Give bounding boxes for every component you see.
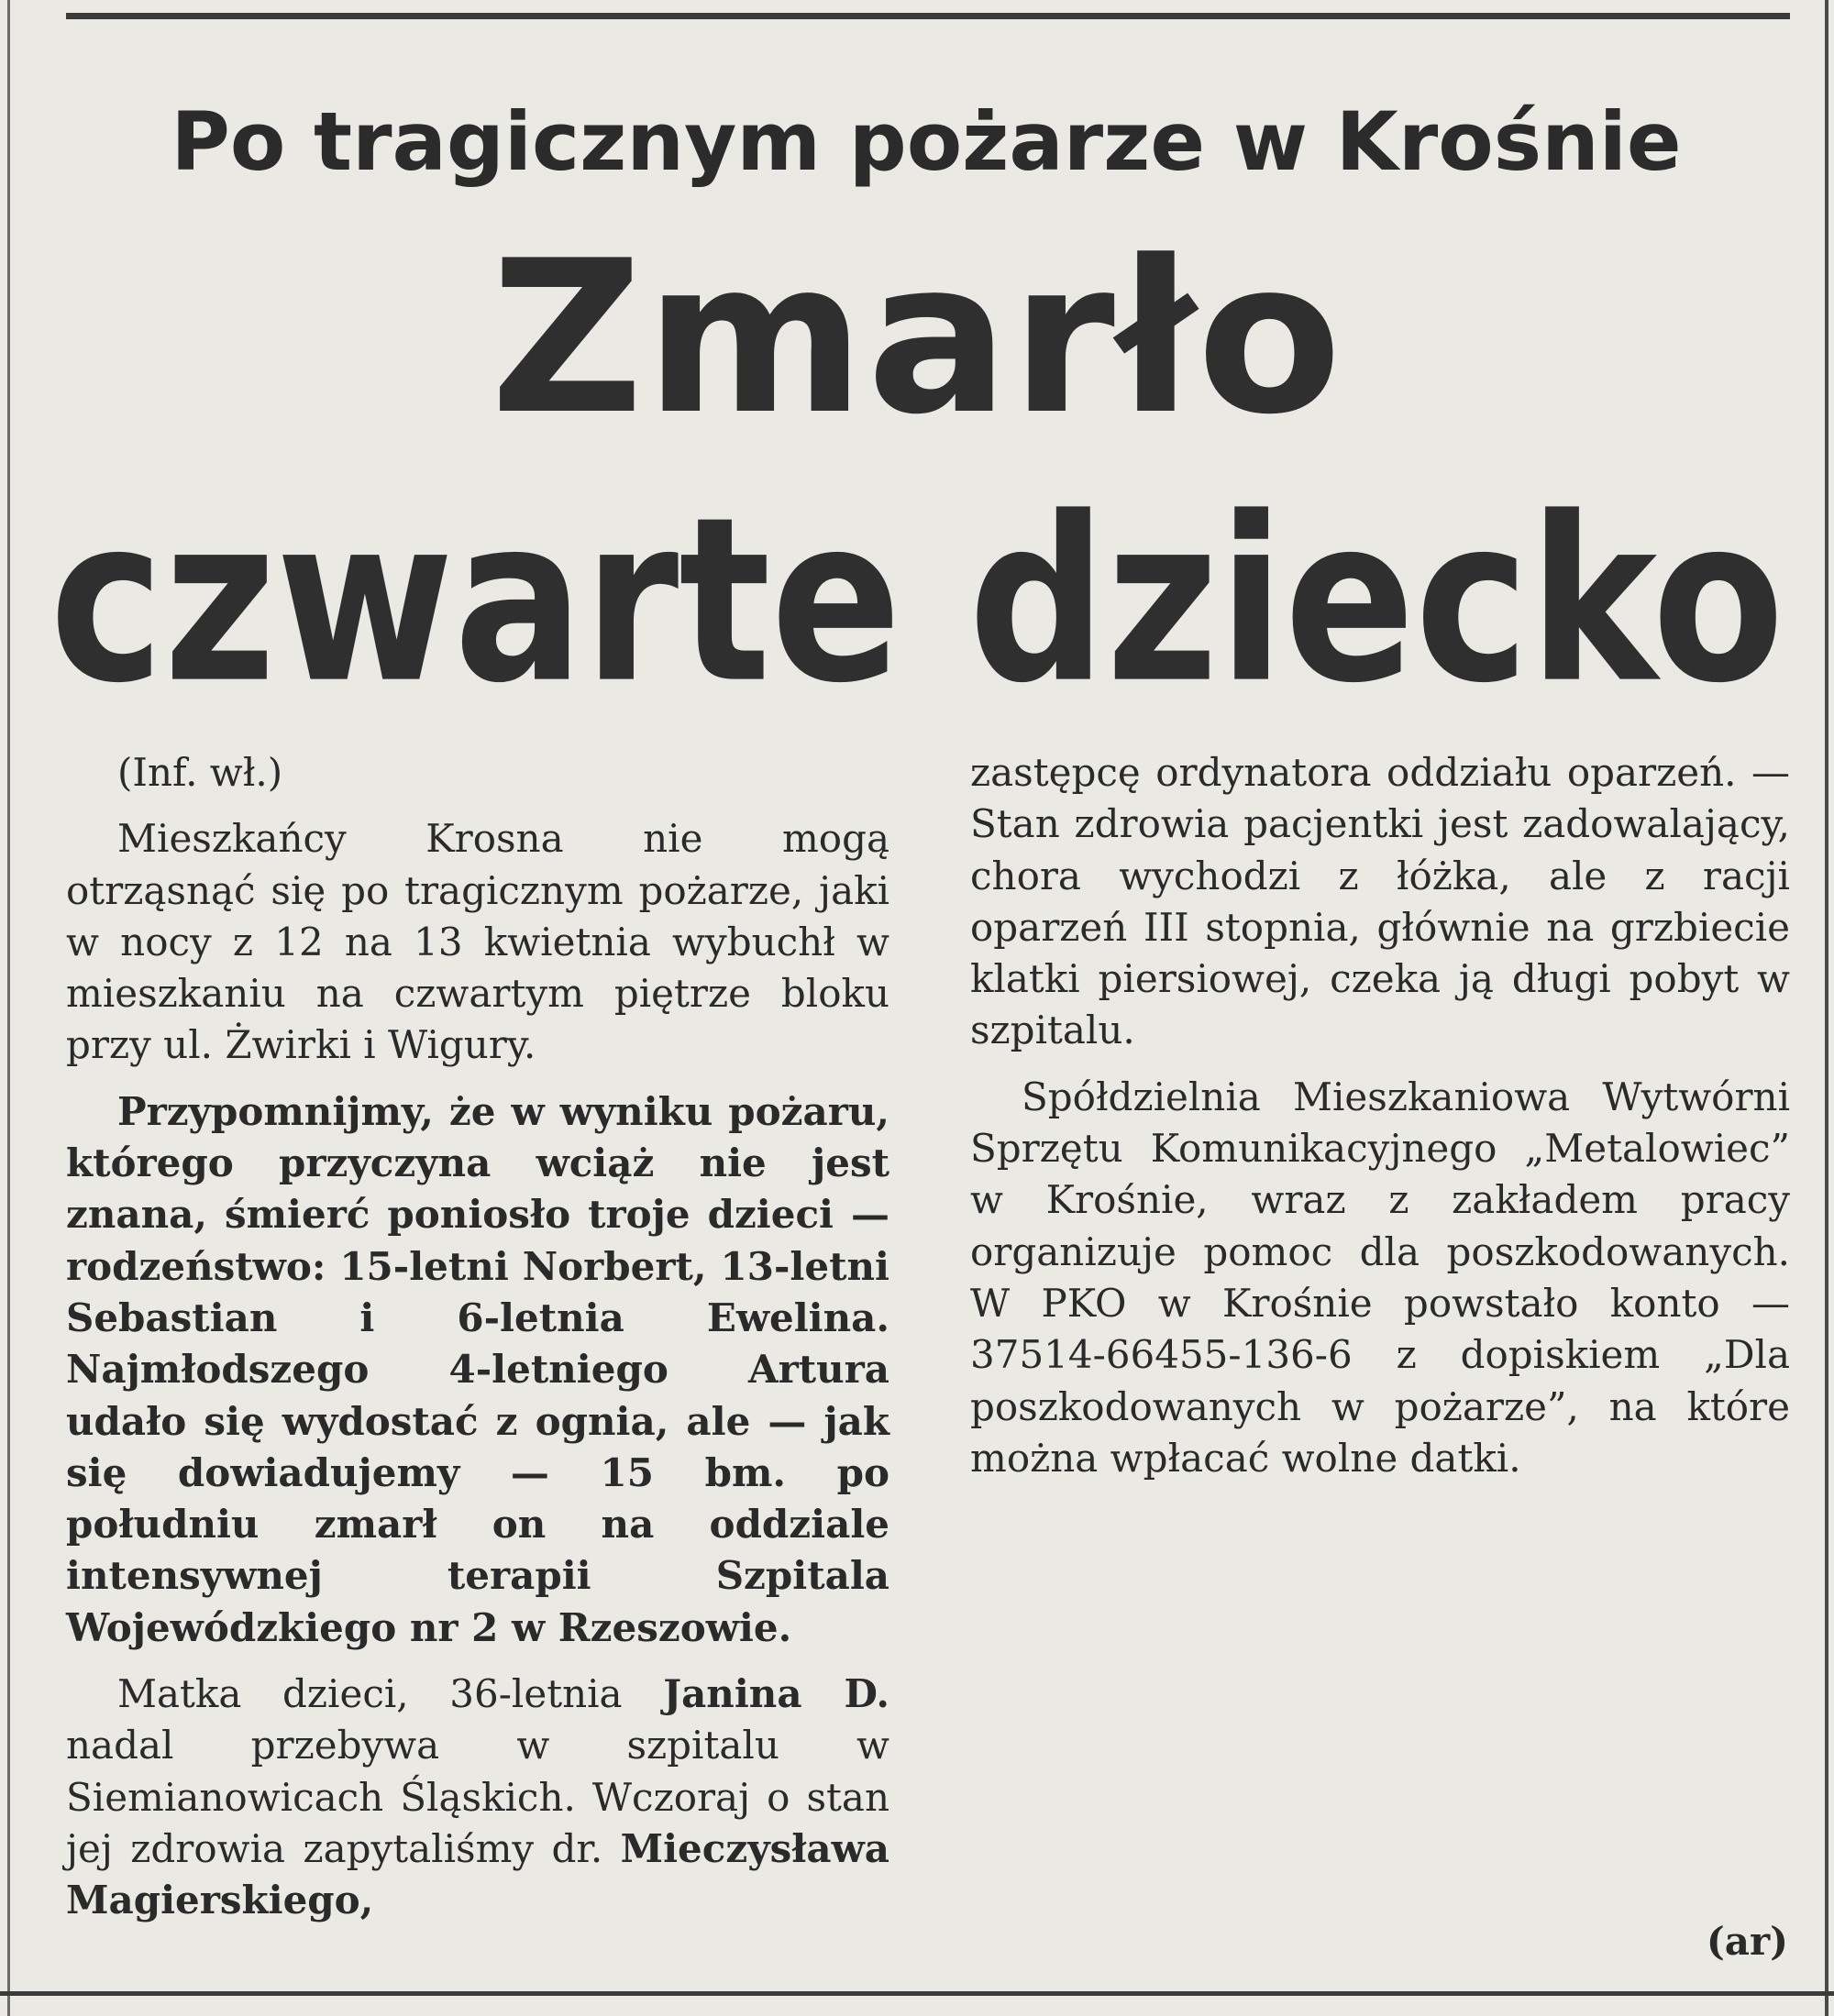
doctor-statement: zastępcę ordynatora oddziału oparzeń. — Stan zdrowia pacjentki jest zadowalający, chora wychodzi z łóżka, ale z racji oparzeń III stopnia, głównie na grzbiecie klatki piersiowej, czeka ją długi pobyt w szpitalu. (970, 750, 1790, 1053)
bottom-rule (0, 1991, 1834, 1996)
article-column-left (66, 747, 889, 1927)
paragraph-intro: Mieszkańcy Krosna nie mogą otrząsnąć się po tragicznym pożarze, jaki w nocy z 12 na 13 kwietnia wybuchł w mieszkaniu na czwartym piętrze bloku przy ul. Żwirki i Wigury. (66, 816, 889, 1068)
mother-status: nadal przebywa w szpitalu w Siemianowicach Śląskich. Wczoraj o stan jej zdrowia zapytaliśmy dr. (66, 1723, 889, 1871)
paragraph-aid: Spółdzielnia Mieszkaniowa Wytwórni Sprzętu Komunikacyjnego „Metalowiec” w Krośnie, wraz z zakładem pracy organizuje pomoc dla poszkodowanych. W PKO w Krośnie powstało konto — 37514-66455-136-6 z dopiskiem „Dla poszkodowanych w pożarze”, na które można wpłacać wolne datki. (970, 1074, 1790, 1481)
author-signature: (ar) (1706, 1919, 1788, 1964)
paragraph-mother-continued (970, 747, 1790, 1057)
mother-lead: Matka dzieci, 36-letnia (117, 1671, 664, 1717)
paragraph-recap: Przypomnijmy, że w wyniku pożaru, którego przyczyna wciąż nie jest znana, śmierć poniosło troje dzieci — rodzeństwo: 15-letni Norbert, 13-letni Sebastian i 6-letnia Ewelina. Najmłodszego 4-letniego Artura udało się wydostać z ognia, ale — jak się dowiadujemy — 15 bm. po południu zmarł on na oddziale intensywnej terapii Szpitala Wojewódzkiego nr 2 w Rzeszowie. (66, 1088, 889, 1650)
doctor-name: Mieczysława Magierskiego, (66, 1825, 889, 1923)
headline-line-1: Zmarło (490, 216, 1344, 461)
paragraph-mother (66, 1669, 889, 1926)
source-credit: (Inf. wł.) (117, 750, 283, 795)
article-column-right (970, 747, 1790, 1484)
top-rule (66, 13, 1790, 19)
mother-name: Janina D. (663, 1671, 889, 1717)
headline-line-2: czwarte dziecko (50, 468, 1784, 733)
article-kicker: Po tragicznym pożarze w Krośnie (171, 94, 1682, 189)
